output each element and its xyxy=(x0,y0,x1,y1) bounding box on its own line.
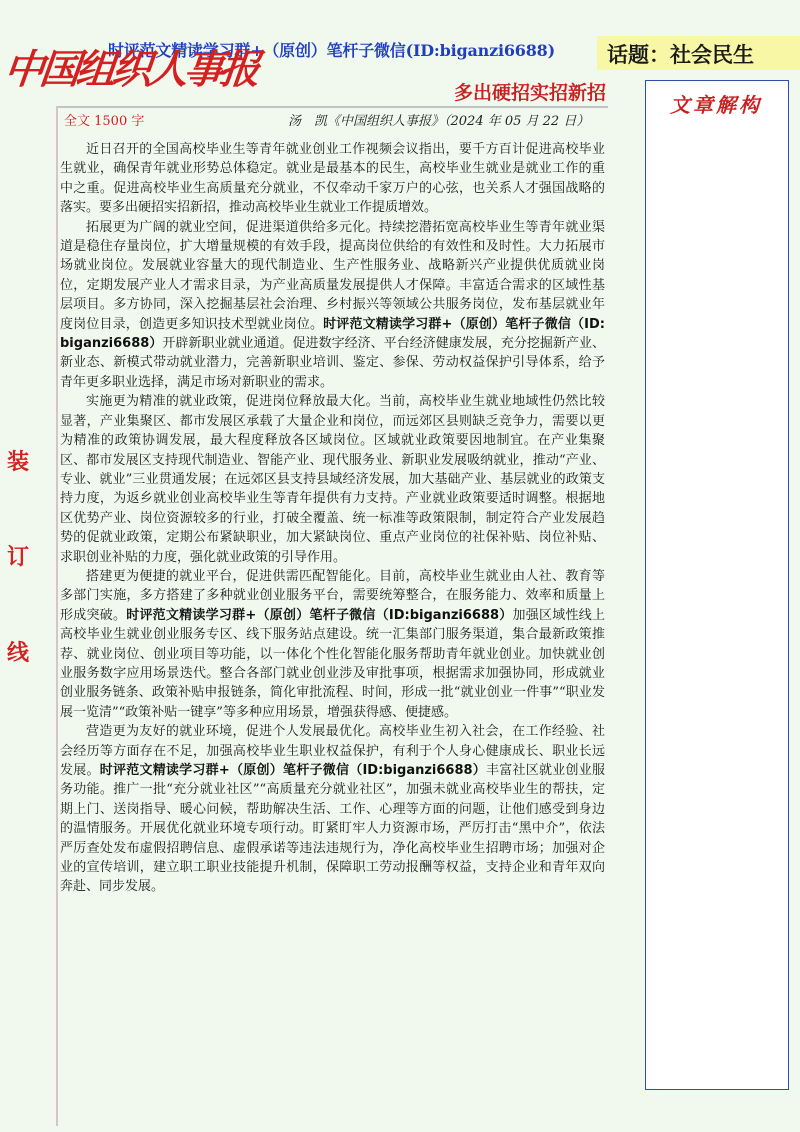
paragraph-text: 搭建更为便捷的就业平台，促进供需匹配智能化。目前，高校毕业生就业由人社、教育等多部门实施，多方搭建了多种就业创业服务平台，需要统筹整合，在服务能力、效率和质量上形成突破。 xyxy=(60,568,605,623)
word-count: 全文 1500 字 xyxy=(64,114,145,129)
paragraph-platform xyxy=(60,567,605,722)
binding-mark-2: 订 xyxy=(6,545,29,570)
paragraph-text: 丰富社区就业创业服务功能。推广一批“充分就业社区”“高质量充分就业社区”，加强未就业高校毕业生的帮扶，定期上门、送岗指导、暖心问候，帮助解决生活、工作、心理等方面的问题，让他们感受到身边的温情服务。开展优化就业环境专项行动。盯紧盯牢人力资源市场，严厉打击“黑中介”，依法严厉查处发布虚假招聘信息、虚假承诺等违法违规行为，净化高校毕业生招聘市场；加强对企业的宣传培训，建立职工职业技能提升机制，保障职工劳动报酬等权益，支持企业和青年双向奔赴、同步发展。 xyxy=(60,763,605,895)
paragraph-text: 营造更为友好的就业环境，促进个人发展最优化。高校毕业生初入社会，在工作经验、社会经历等方面存在不足，加强高校毕业生职业权益保护，有利于个人身心健康成长、职业长远发展。 xyxy=(60,724,605,778)
margin-line xyxy=(56,106,58,1126)
structure-panel xyxy=(645,80,789,1090)
paragraph-text: 开辟新职业就业通道。促进数字经济、平台经济健康发展，充分挖掘新产业、新业态、新模式带动就业潜力，完善新职业培训、鉴定、参保、劳动权益保护引导体系，给予青年更多职业选择，满足市场对新职业的需求。 xyxy=(60,336,605,390)
promo-top-note: 时评范文精读学习群+（原创）笔杆子微信(ID:biganzi6688) xyxy=(108,41,555,60)
byline: 汤 凯《中国组织人事报》（2024 年 05 月 22 日） xyxy=(288,114,590,129)
header-divider xyxy=(56,106,608,108)
promo-inline: 时评范文精读学习群+（原创）笔杆子微信（ID:biganzi6688） xyxy=(60,316,605,352)
paragraph-text: 加强区域性线上高校毕业生就业创业服务专区、线下服务站点建设。统一汇集部门服务渠道，集合最新政策推荐、就业岗位、创业项目等功能，以一体化个性化智能化服务帮助青年就业创业。加快就业创业服务数字应用场景迭代。整合各部门就业创业涉及审批事项，根据需求加强协同，形成就业创业服务链条、政策补贴申报链条，简化审批流程、时间，形成一批“就业创业一件事”“职业发展一览清”“政策补贴一键享”等多种应用场景，增强获得感、便捷感。 xyxy=(60,607,605,720)
newspaper-logo: 中国组织人事报 xyxy=(1,47,259,93)
article-body xyxy=(60,140,605,897)
promo-inline: 时评范文精读学习群+（原创）笔杆子微信（ID:biganzi6688） xyxy=(99,763,487,778)
topic-label: 话题：社会民生 xyxy=(607,43,754,67)
paragraph-policy: 实施更为精准的就业政策，促进岗位释放最大化。当前，高校毕业生就业地域性仍然比较显著，产业集聚区、都市发展区承载了大量企业和岗位，而远郊区县则缺乏竞争力，需要以更为精准的政策协调发展，最大程度释放各区域岗位。区域就业政策要因地制宜。在产业集聚区、都市发展区支持现代制造业、智能产业、现代服务业、新职业发展吸纳就业，推动“产业、专业、就业”三业贯通发展；在远郊区县支持县域经济发展，加大基础产业、基层就业的政策支持力度，为返乡就业创业高校毕业生等青年提供有力支持。产业就业政策要适时调整。根据地区优势产业、岗位资源较多的行业，打破全覆盖、统一标准等政策限制，制定符合产业发展趋势的促就业政策，定期公布紧缺职业，加大紧缺岗位、重点产业岗位的社保补贴、岗位补贴、求职创业补贴的力度，强化就业政策的引导作用。 xyxy=(60,394,605,565)
binding-mark-3: 线 xyxy=(6,641,29,666)
structure-panel-title: 文章解构 xyxy=(670,93,762,117)
paragraph-environment xyxy=(60,722,605,897)
paragraph-intro: 近日召开的全国高校毕业生等青年就业创业工作视频会议指出，要千方百计促进高校毕业生就业，确保青年就业形势总体稳定。就业是最基本的民生，高校毕业生就业是就业工作的重中之重。促进高校毕业生高质量充分就业，不仅牵动千家万户的心弦，也关系人才强国战略的落实。要多出硬招实招新招，推动高校毕业生就业工作提质增效。 xyxy=(60,142,605,216)
promo-inline: 时评范文精读学习群+（原创）笔杆子微信（ID:biganzi6688） xyxy=(126,607,513,623)
binding-mark-1: 装 xyxy=(6,450,29,475)
paragraph-space xyxy=(60,218,605,393)
paragraph-text: 拓展更为广阔的就业空间，促进渠道供给多元化。持续挖潜拓宽高校毕业生等青年就业渠道是稳住存量岗位，扩大增量规模的有效手段，提高岗位供给的有效性和及时性。大力拓展市场就业岗位。发展就业容量大的现代制造业、生产性服务业、战略新兴产业提供优质就业岗位，定期发展产业人才需求目录，为产业高质量发展提供人才保障。丰富适合需求的区域性基层项目。多方协同，深入挖掘基层社会治理、乡村振兴等领域公共服务岗位，发布基层就业年度岗位目录，创造更多知识技术型就业岗位。 xyxy=(60,219,605,332)
article-headline: 多出硬招实招新招 xyxy=(453,82,606,104)
